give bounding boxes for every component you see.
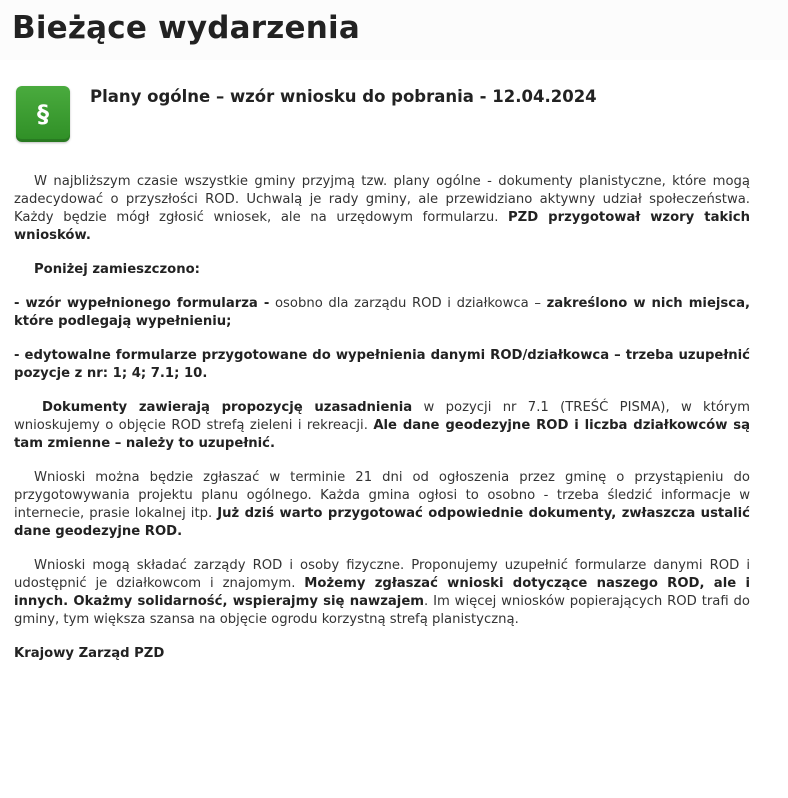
deadline-text: Wnioski można będzie zgłaszać w terminie 21 dni od ogłoszenia przez gminę o przystąpieniu do przygotowywania projektu planu ogólnego. Każda gmina ogłosi to osobno - trzeba śledzić informacje w internecie, prasie lokalnej itp. bbox=[14, 470, 750, 521]
paragraph-list-heading bbox=[14, 261, 750, 279]
justification-bold: Dokumenty zawierają propozycję uzasadnienia bbox=[42, 400, 413, 415]
paragraph-deadline bbox=[14, 469, 750, 541]
article-body bbox=[14, 173, 750, 679]
justification-note: Ale dane geodezyjne ROD i liczba działkowców są tam zmienne – należy to uzupełnić. bbox=[14, 418, 750, 451]
article-title-link[interactable]: Plany ogólne – wzór wniosku do pobrania - 12.04.2024 bbox=[90, 87, 597, 106]
paragraph-filled-form bbox=[14, 295, 750, 331]
paragraph-symbol: § bbox=[37, 100, 49, 128]
page-title: Bieżące wydarzenia bbox=[12, 10, 360, 46]
paragraph-signature bbox=[14, 645, 750, 663]
editable-forms-bold[interactable]: - edytowalne formularze przygotowane do wypełnienia danymi ROD/działkowca – trzeba uzupełnić pozycje z nr: 1; 4; 7.1; 10. bbox=[14, 348, 750, 381]
paragraph-solidarity bbox=[14, 557, 750, 629]
solidarity-text-1: Wnioski mogą składać zarządy ROD i osoby fizyczne. Proponujemy uzupełnić formularze danymi ROD i udostępnić je działkowcom i znajomym. bbox=[14, 558, 750, 591]
intro-text: W najbliższym czasie wszystkie gminy przyjmą tzw. plany ogólne - dokumenty planistyczne, które mogą zadecydować o przyszłości ROD. Uchwalą je rady gminy, ale przewidziano aktywny udział społeczeństwa. Każdy będzie mógł zgłosić wniosek, ale na urzędowym formularzu. bbox=[14, 174, 750, 225]
deadline-bold: Już dziś warto przygotować odpowiednie dokumenty, zwłaszcza ustalić dane geodezyjne ROD. bbox=[14, 506, 750, 539]
signature: Krajowy Zarząd PZD bbox=[14, 646, 165, 661]
intro-bold: PZD przygotował wzory takich wniosków. bbox=[14, 210, 750, 243]
solidarity-bold: Możemy zgłaszać wnioski dotyczące naszego ROD, ale i innych. Okażmy solidarność, wspierajmy się nawzajem bbox=[14, 576, 750, 609]
paragraph-intro bbox=[14, 173, 750, 245]
paragraph-justification bbox=[14, 399, 750, 453]
paragraph-editable-forms bbox=[14, 347, 750, 383]
solidarity-text-2: . Im więcej wniosków popierających ROD trafi do gminy, tym większa szansa na objęcie ogrodu korzystną strefą planistyczną. bbox=[14, 594, 750, 627]
list-heading-bold: Poniżej zamieszczono: bbox=[34, 262, 200, 277]
filled-form-text: osobno dla zarządu ROD i działkowca – bbox=[269, 296, 547, 311]
filled-form-note: zakreślono w nich miejsca, które podlegają wypełnieniu; bbox=[14, 296, 750, 329]
filled-form-bold[interactable]: - wzór wypełnionego formularza - bbox=[14, 296, 270, 311]
justification-text: w pozycji nr 7.1 (TREŚĆ PISMA), w którym wnioskujemy o objęcie ROD strefą zieleni i rekreacji. bbox=[14, 400, 751, 433]
paragraph-section-icon[interactable] bbox=[16, 86, 70, 142]
